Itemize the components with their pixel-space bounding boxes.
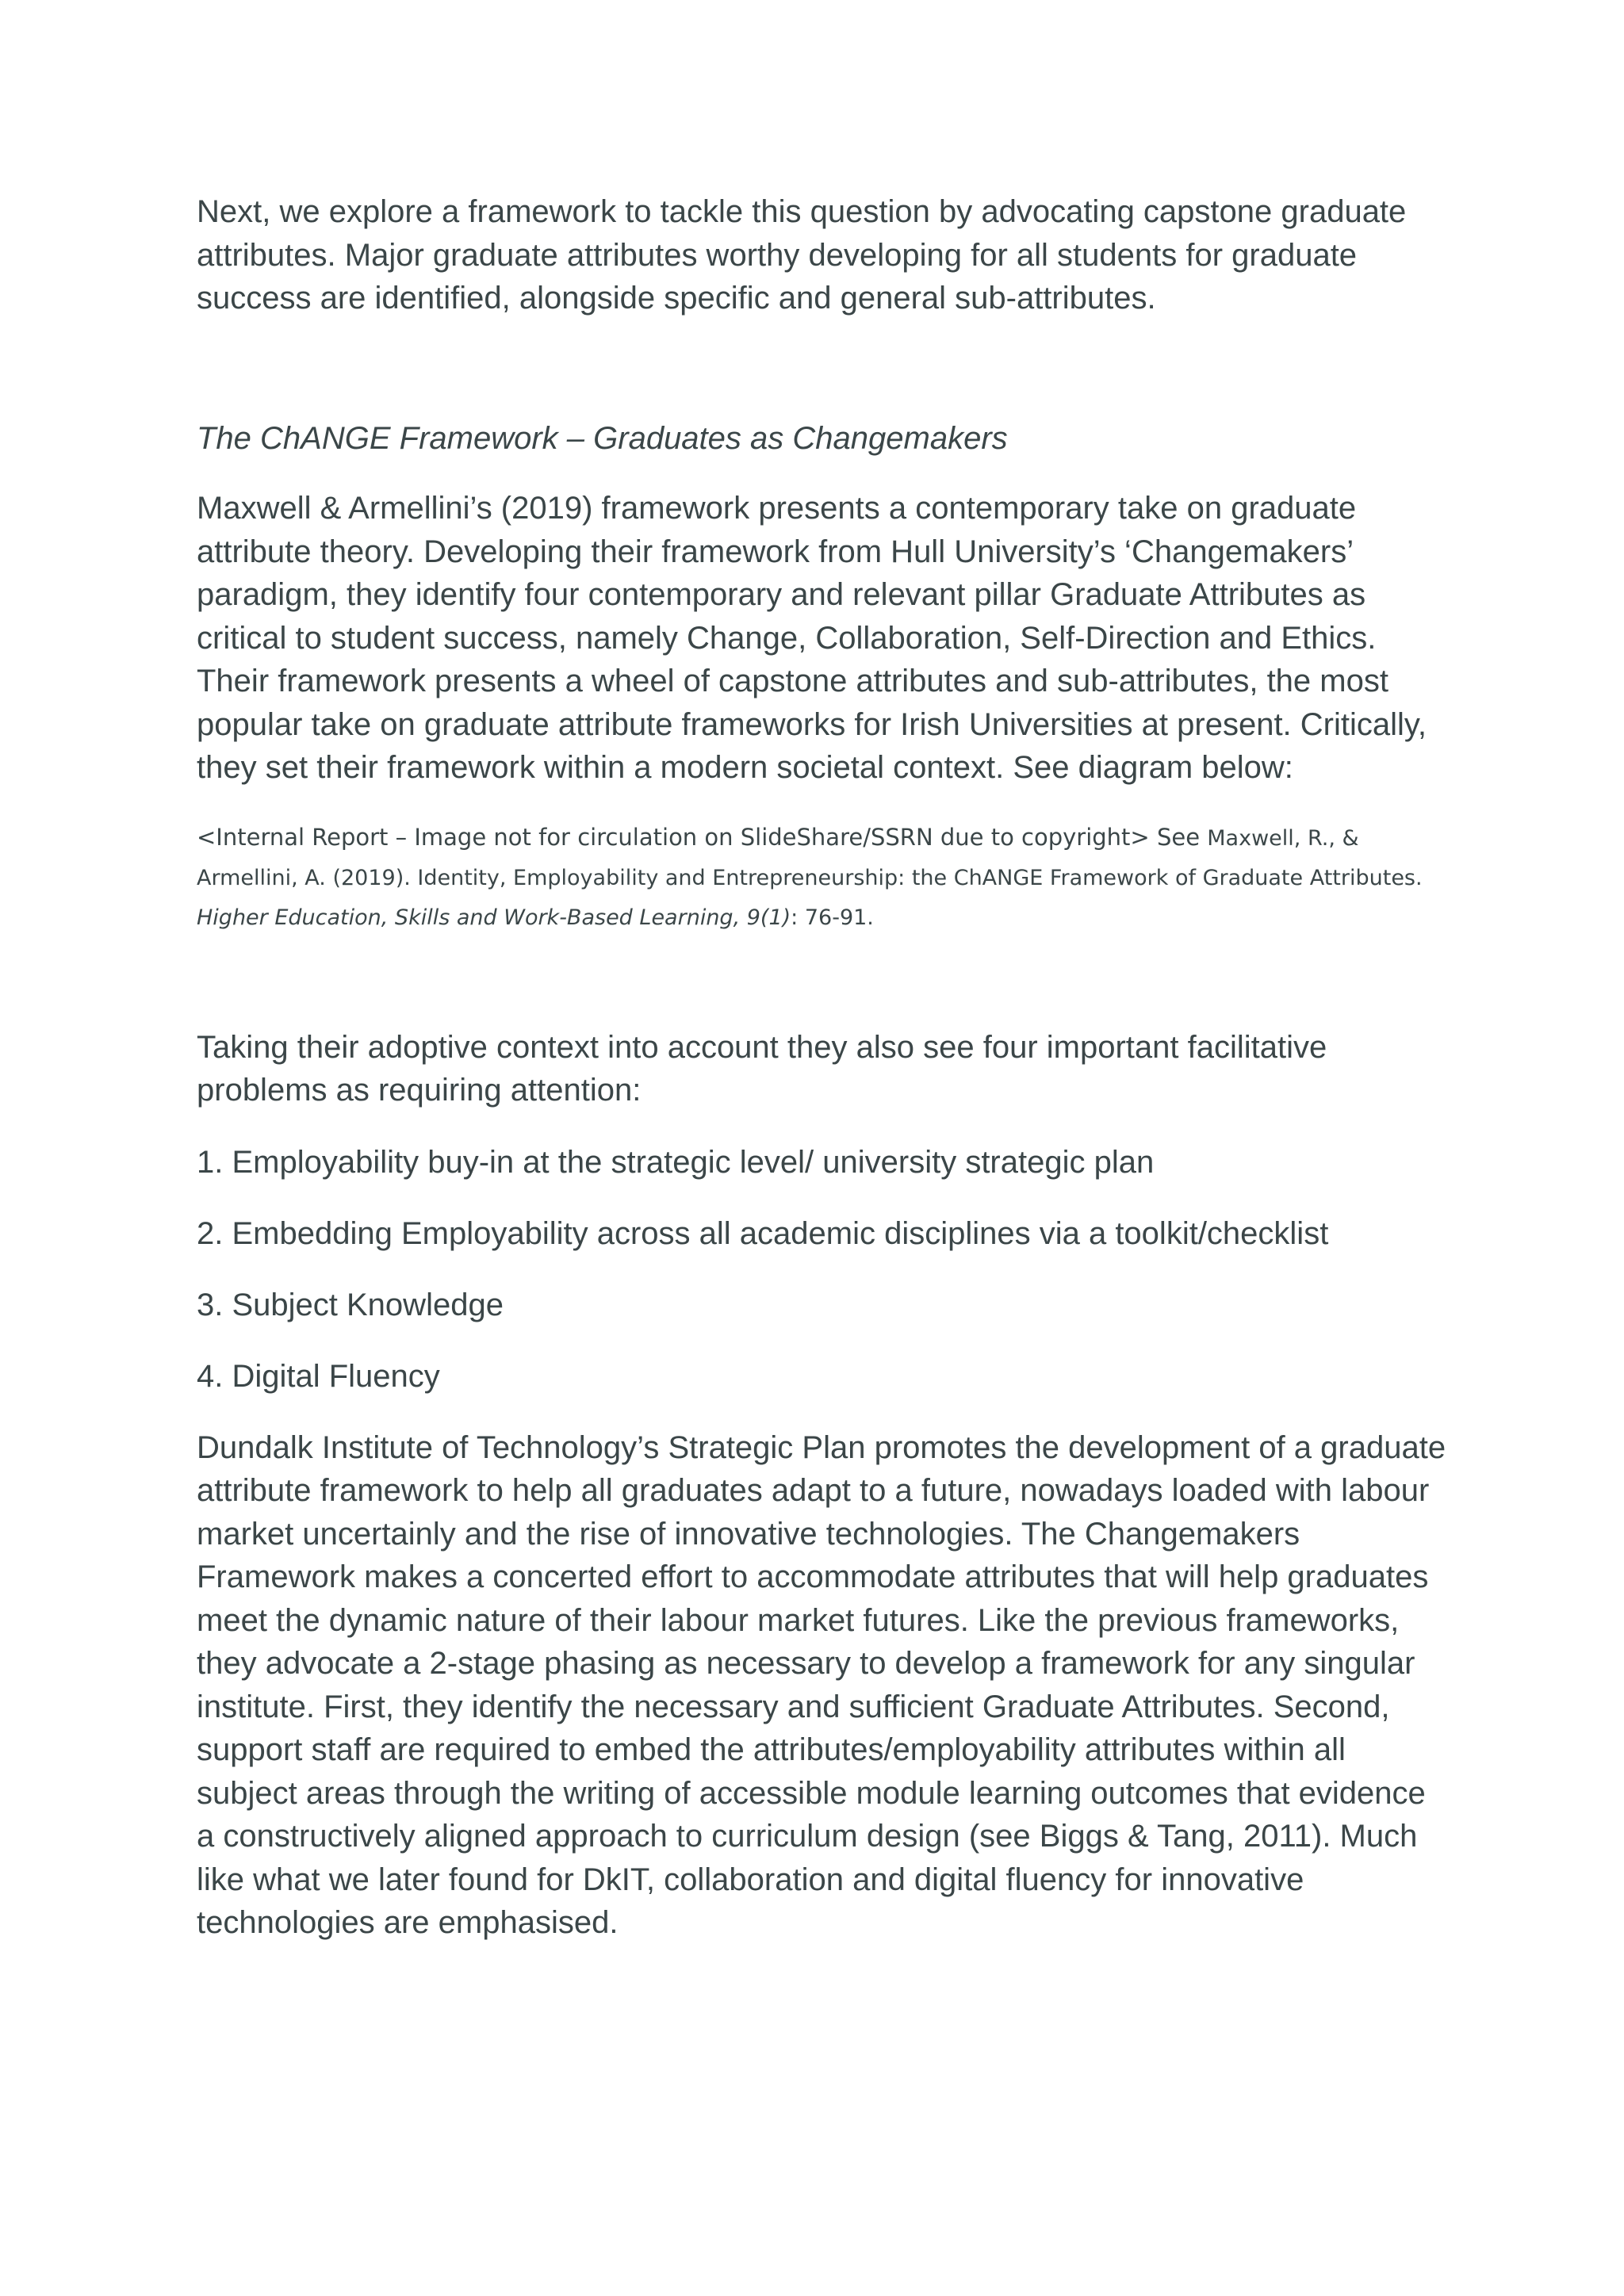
list-item: 2. Embedding Employability across all academic disciplines via a toolkit/checklist (197, 1215, 1329, 1251)
document-page (197, 190, 1450, 1945)
intro-paragraph: Next, we explore a framework to tackle this question by advocating capstone graduate attributes. Major graduate attributes worthy developing for all students for graduate success are identified, alongside specific and general sub-attributes. (197, 194, 1407, 316)
framework-paragraph: Maxwell & Armellini’s (2019) framework presents a contemporary take on graduate attribute theory. Developing their framework from Hull University’s ‘Changemakers’ paradigm, they identify four contemporary and relevant pillar Graduate Attributes as critical to student success, namely Change, Collaboration, Self-Direction and Ethics. Their framework presents a wheel of capstone attributes and sub-attributes, the most popular take on graduate attribute frameworks for Irish Universities at present. Critically, they set their framework within a modern societal context. See diagram below: (197, 491, 1427, 785)
problems-list (197, 1141, 1450, 1399)
problems-lead-paragraph: Taking their adoptive context into account they also see four important facilitative problems as requiring attention: (197, 1029, 1327, 1108)
closing-paragraph: Dundalk Institute of Technology’s Strategic Plan promotes the development of a graduate attribute framework to help all graduates adapt to a future, nowadays loaded with labour market uncertainly and the rise of innovative technologies. The Changemakers Framework makes a concerted effort to accommodate attributes that will help graduates meet the dynamic nature of their labour market futures. Like the previous frameworks, they advocate a 2-stage phasing as necessary to develop a framework for any singular institute. First, they identify the necessary and sufficient Graduate Attributes. Second, support staff are required to embed the attributes/employability attributes within all subject areas through the writing of accessible module learning outcomes that evidence a constructively aligned approach to curriculum design (see Biggs & Tang, 2011). Much like what we later found for DkIT, collaboration and digital fluency for innovative technologies are emphasised. (197, 1429, 1446, 1940)
citation-notice: <Internal Report – Image not for circulation on SlideShare/SSRN due to copyright> See (197, 823, 1208, 851)
list-item: 3. Subject Knowledge (197, 1287, 504, 1322)
list-item: 1. Employability buy-in at the strategic level/ university strategic plan (197, 1144, 1155, 1180)
section-heading: The ChANGE Framework – Graduates as Changemakers (197, 420, 1008, 456)
citation-note (197, 818, 1450, 937)
citation-reference: Maxwell, R., & Armellini, A. (2019). Identity, Employability and Entrepreneurship: the ChANGE Framework of Graduate Attributes. (197, 825, 1423, 890)
list-item: 4. Digital Fluency (197, 1358, 440, 1394)
citation-pages: : 76-91. (791, 905, 874, 930)
citation-journal: Higher Education, Skills and Work-Based Learning, 9(1) (197, 905, 791, 930)
